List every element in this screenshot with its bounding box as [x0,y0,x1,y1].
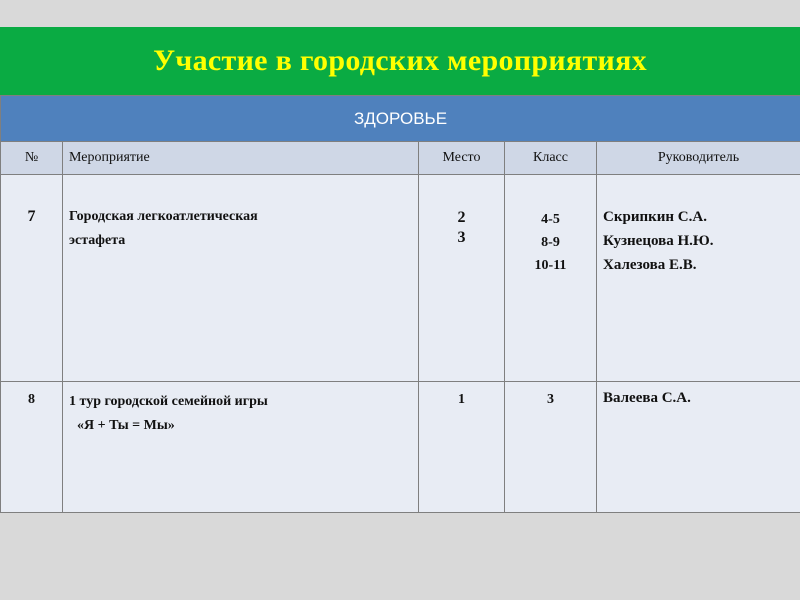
place-cell [419,175,505,382]
table-row [1,175,800,382]
title-bar [0,27,800,95]
class-cell [505,175,597,382]
row-num-cell [1,382,63,513]
header-leader: Руководитель [597,142,800,175]
header-num: № [1,142,63,175]
leader-name: Кузнецова Н.Ю. [603,233,714,249]
header-class: Класс [505,142,597,175]
leader-cell [597,382,800,513]
slide-title: Участие в городских мероприятиях [153,44,647,77]
event-line: Городская легкоатлетическая [69,209,258,224]
place-value: 3 [457,229,466,246]
leader-cell [597,175,800,382]
event-cell [63,175,419,382]
leader-name: Скрипкин С.А. [603,209,707,225]
class-cell [505,382,597,513]
header-row [1,142,800,175]
events-table [0,95,800,513]
events-table-wrap [0,95,800,513]
section-band: ЗДОРОВЬЕ [1,96,800,142]
event-line: 1 тур городской семейной игры [69,394,268,409]
leader-name: Халезова Е.В. [603,257,697,273]
table-row [1,382,800,513]
class-value: 8-9 [541,235,560,250]
leader-name: Валеева С.А. [603,390,691,406]
event-line: «Я + Ты = Мы» [77,418,175,433]
event-cell [63,382,419,513]
row-num: 8 [28,392,35,407]
place-cell [419,382,505,513]
row-num: 7 [27,208,36,225]
class-value: 3 [547,392,554,407]
class-value: 10-11 [534,258,567,273]
header-place: Место [419,142,505,175]
event-line: эстафета [69,233,126,248]
place-value: 1 [458,392,465,407]
header-event: Мероприятие [63,142,419,175]
class-value: 4-5 [541,212,560,227]
place-value: 2 [457,209,466,226]
row-num-cell [1,175,63,382]
